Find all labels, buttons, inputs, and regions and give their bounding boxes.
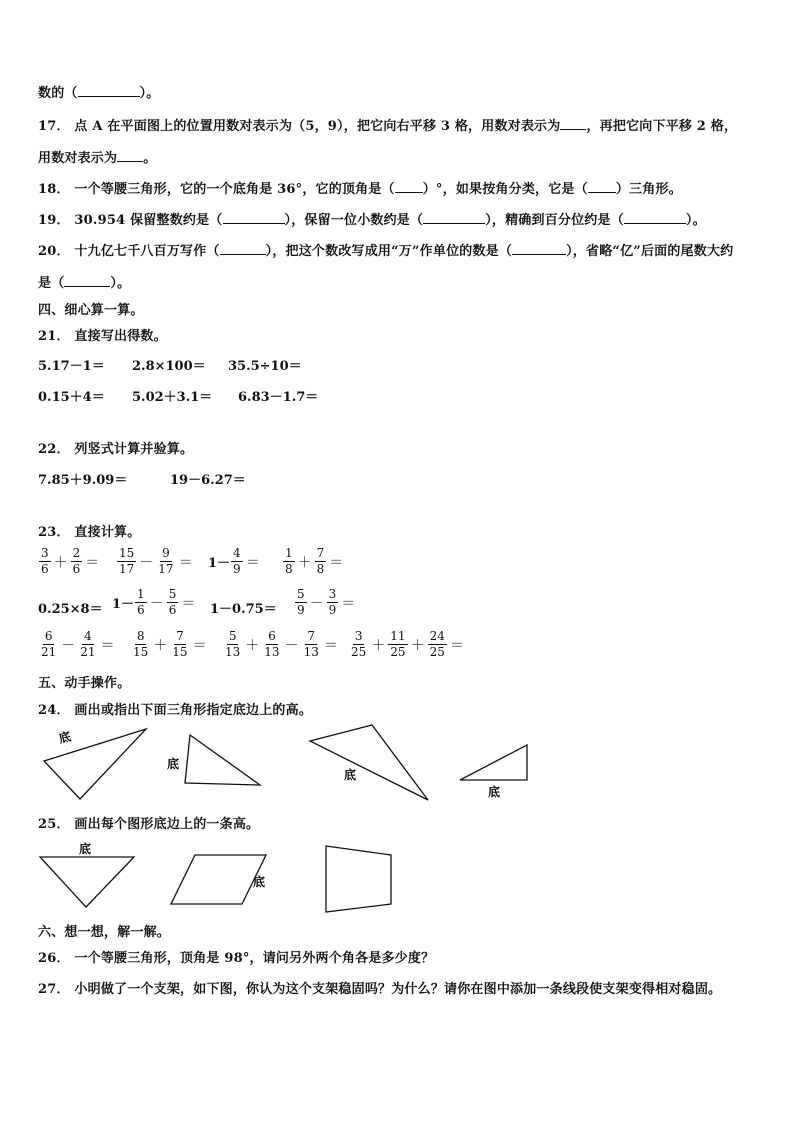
numerator: 5 — [168, 587, 177, 601]
base-label: 底 — [488, 785, 501, 799]
q19-text: ），精确到百分位约是（ — [485, 213, 624, 228]
denominator: 6 — [137, 603, 145, 617]
denominator: 21 — [41, 645, 57, 659]
base-label: 底 — [57, 729, 73, 746]
numerator: 8 — [136, 629, 145, 643]
q27: 27． 小明做了一个支架，如下图，你认为这个支架稳固吗？为什么？请你在图中添加一条线段使支架变得相对稳固。 — [38, 982, 722, 997]
q21-item: 2.8×100＝ — [132, 359, 206, 374]
fraction — [131, 629, 150, 660]
q17-text: ，再把它向下平移 2 格， — [586, 119, 738, 134]
fraction — [388, 629, 407, 660]
q25-figures — [0, 835, 420, 917]
fraction — [262, 629, 281, 660]
section-heading: 四、细心算一算。 — [38, 303, 144, 318]
denominator: 25 — [390, 645, 406, 659]
q21-item: 35.5÷10＝ — [228, 359, 302, 374]
operator: ＋ — [245, 637, 260, 654]
answer-blank[interactable] — [78, 84, 140, 97]
numerator: 1 — [137, 587, 145, 601]
equals: ＝ — [178, 554, 193, 571]
equals: ＝ — [192, 637, 207, 654]
answer-blank[interactable] — [395, 180, 423, 193]
operator: － — [309, 595, 324, 612]
q26: 26． 一个等腰三角形，顶角是 98°，请问另外两个角各是多少度？ — [38, 951, 435, 966]
base-label: 底 — [167, 757, 180, 771]
q20-text: 是（ — [38, 276, 65, 291]
operator: ＋ — [53, 554, 68, 571]
denominator: 9 — [233, 562, 241, 576]
numerator: 15 — [119, 546, 135, 560]
q18-text: ）°，如果按角分类，它是（ — [422, 182, 588, 197]
answer-blank[interactable] — [423, 211, 485, 224]
numerator: 24 — [429, 629, 445, 643]
q24-title: 24． 画出或指出下面三角形指定底边上的高。 — [38, 703, 313, 718]
q23-expression — [222, 629, 340, 660]
q18-text: ）三角形。 — [615, 182, 682, 197]
operator: ＋ — [153, 637, 168, 654]
numerator: 6 — [268, 629, 276, 643]
numerator: 11 — [390, 629, 406, 643]
base-label: 底 — [253, 875, 266, 889]
answer-blank[interactable] — [560, 117, 586, 130]
q20-text: ），省略“亿”后面的尾数大约 — [566, 244, 734, 259]
q23-expression — [38, 546, 101, 577]
answer-blank[interactable] — [117, 149, 143, 162]
fraction — [327, 587, 339, 618]
fraction — [78, 629, 97, 660]
q21-item: 5.02＋3.1＝ — [132, 390, 213, 405]
q16-tail — [38, 82, 160, 101]
fraction — [117, 546, 136, 577]
q23-expression — [116, 546, 195, 577]
numerator: 3 — [41, 546, 49, 560]
whole-part: 1－ — [208, 556, 231, 571]
denominator: 17 — [119, 562, 135, 576]
q16-text-pre: 数的（ — [38, 86, 78, 101]
q23-expression: 0.25×8＝ — [38, 602, 103, 617]
q20-line1 — [38, 240, 733, 259]
fraction — [170, 629, 189, 660]
denominator: 9 — [297, 603, 305, 617]
q22-item: 7.85＋9.09＝ — [38, 473, 128, 488]
denominator: 13 — [225, 645, 241, 659]
answer-blank[interactable] — [64, 274, 110, 287]
equals: ＝ — [323, 637, 338, 654]
q20-text: 20． 十九亿七千八百万写作（ — [38, 244, 220, 259]
denominator: 9 — [328, 603, 337, 617]
fraction — [283, 546, 295, 577]
q17-line2 — [38, 147, 156, 166]
equals: ＝ — [100, 637, 115, 654]
q20-line2 — [38, 272, 130, 291]
fraction — [167, 587, 179, 618]
numerator: 5 — [297, 587, 305, 601]
q25-title: 25． 画出每个图形底边上的一条高。 — [38, 817, 260, 832]
numerator: 3 — [354, 629, 363, 643]
section-heading: 五、动手操作。 — [38, 676, 131, 691]
q19-text: ）。 — [685, 213, 706, 228]
fraction — [135, 587, 147, 618]
denominator: 15 — [172, 645, 188, 659]
operator: － — [284, 637, 299, 654]
numerator: 1 — [285, 546, 293, 560]
q24-figures — [0, 715, 560, 810]
numerator: 4 — [84, 629, 92, 643]
q17-text: 用数对表示为 — [38, 151, 118, 166]
numerator: 9 — [162, 546, 170, 560]
q23-expression — [282, 546, 345, 577]
denominator: 8 — [285, 562, 293, 576]
operator: － — [61, 637, 76, 654]
q18-text: 18． 一个等腰三角形，它的一个底角是 36°，它的顶角是（ — [38, 182, 395, 197]
triangle-figure[interactable] — [460, 745, 527, 780]
denominator: 13 — [264, 645, 280, 659]
numerator: 6 — [44, 629, 53, 643]
q23-expression — [294, 587, 357, 618]
inverted-triangle-figure[interactable] — [40, 857, 134, 907]
operator: ＋ — [371, 637, 386, 654]
equals: ＝ — [449, 637, 464, 654]
q21-item: 0.15＋4＝ — [38, 390, 105, 405]
q20-text: ）。 — [110, 276, 131, 291]
numerator: 5 — [228, 629, 237, 643]
q21-item: 6.83－1.7＝ — [238, 390, 319, 405]
q19-text: 19． 30.954 保留整数约是（ — [38, 213, 223, 228]
q21-item: 5.17－1＝ — [38, 359, 105, 374]
fraction — [349, 629, 368, 660]
section-heading: 六、想一想，解一解。 — [38, 925, 171, 940]
denominator: 6 — [41, 562, 49, 576]
q23-expression — [130, 629, 209, 660]
q22-item: 19－6.27＝ — [170, 473, 246, 488]
equals: ＝ — [181, 595, 196, 612]
denominator: 13 — [303, 645, 319, 659]
triangle-figure[interactable] — [310, 725, 428, 800]
base-label: 底 — [344, 768, 357, 782]
denominator: 25 — [351, 645, 367, 659]
q19 — [38, 209, 706, 228]
q21-title: 21． 直接写出得数。 — [38, 329, 167, 344]
q23-expression — [348, 629, 466, 660]
q22-title: 22． 列竖式计算并验算。 — [38, 442, 194, 457]
numerator: 7 — [307, 629, 316, 643]
denominator: 6 — [72, 562, 81, 576]
fraction — [156, 546, 175, 577]
fraction — [315, 546, 327, 577]
answer-blank[interactable] — [624, 211, 686, 224]
numerator: 2 — [72, 546, 81, 560]
q23-expression — [112, 587, 197, 618]
q23-expression — [208, 546, 262, 577]
operator: ＋ — [297, 554, 312, 571]
operator: ＋ — [410, 637, 425, 654]
q16-text-post: ）。 — [139, 86, 160, 101]
whole-part: 1－ — [112, 597, 135, 612]
q23-title: 23． 直接计算。 — [38, 525, 141, 540]
denominator: 17 — [158, 562, 174, 576]
q23-expression: 1－0.75＝ — [210, 602, 277, 617]
fraction — [295, 587, 307, 618]
operator: － — [149, 595, 164, 612]
q17-text: 。 — [143, 151, 157, 166]
q17-text: 17． 点 A 在平面图上的位置用数对表示为（5，9），把它向右平移 3 格，用数对表示为 — [38, 119, 561, 134]
parallelogram-figure[interactable] — [171, 855, 266, 904]
answer-blank[interactable] — [220, 242, 266, 255]
fraction — [428, 629, 447, 660]
denominator: 25 — [429, 645, 445, 659]
q18 — [38, 178, 682, 197]
q20-text: ），把这个数改写成用“万”作单位的数是（ — [265, 244, 513, 259]
q23-expression — [38, 629, 117, 660]
equals: ＝ — [329, 554, 344, 571]
denominator: 8 — [316, 562, 325, 576]
fraction — [302, 629, 321, 660]
fraction — [39, 629, 58, 660]
answer-blank[interactable] — [588, 180, 616, 193]
fraction — [223, 629, 242, 660]
equals: ＝ — [85, 554, 100, 571]
numerator: 4 — [233, 546, 241, 560]
q19-text: ），保留一位小数约是（ — [284, 213, 424, 228]
denominator: 21 — [80, 645, 96, 659]
numerator: 7 — [316, 546, 325, 560]
equals: ＝ — [341, 595, 356, 612]
triangle-figure[interactable] — [185, 735, 260, 785]
operator: － — [139, 554, 154, 571]
equals: ＝ — [245, 554, 260, 571]
trapezoid-figure[interactable] — [326, 846, 391, 912]
numerator: 3 — [328, 587, 337, 601]
fraction — [71, 546, 83, 577]
denominator: 15 — [133, 645, 149, 659]
numerator: 7 — [176, 629, 184, 643]
q17-line1 — [38, 115, 737, 134]
fraction — [231, 546, 243, 577]
base-label: 底 — [79, 842, 92, 856]
answer-blank[interactable] — [223, 211, 285, 224]
denominator: 6 — [168, 603, 177, 617]
answer-blank[interactable] — [512, 242, 566, 255]
fraction — [39, 546, 51, 577]
